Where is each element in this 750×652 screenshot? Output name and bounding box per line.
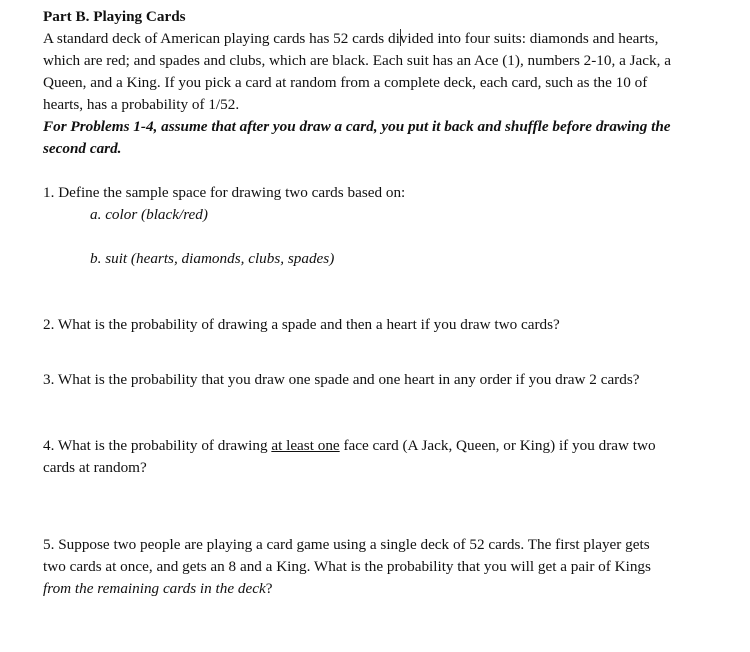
- intro-text-start: A standard deck of American playing cards has 52 cards di: [43, 30, 400, 47]
- question-1: 1. Define the sample space for drawing two cards based on:: [43, 184, 406, 201]
- question-5-italic: from the remaining cards in the deck: [43, 580, 266, 597]
- question-4-end: face card (A Jack, Queen, or King) if you draw two cards at random?: [43, 437, 656, 476]
- question-5-start: 5. Suppose two people are playing a card game using a single deck of 52 cards. The first player gets two cards at once, and gets an 8 and a King. What is the probability that you will get a pair of Kings: [43, 536, 651, 575]
- intro-text-end: vided into four suits: diamonds and hearts, which are red; and spades and clubs, which are black. Each suit has an Ace (1), numbers 2-10, a Jack, a Queen, and a King. If you pick a card at random from a complete deck, each card, such as the 10 of hearts, has a probability of 1/52.: [43, 30, 671, 113]
- question-4: [43, 435, 673, 479]
- instruction-note: For Problems 1-4, assume that after you draw a card, you put it back and shuffle before drawing the second card.: [43, 118, 671, 157]
- question-4-emphasis: at least one: [271, 437, 340, 454]
- question-1a: a. color (black/red): [90, 206, 208, 223]
- question-5-end: ?: [265, 580, 273, 597]
- question-3: 3. What is the probability that you draw one spade and one heart in any order if you draw 2 cards?: [43, 371, 640, 388]
- question-5: [43, 534, 673, 600]
- intro-paragraph: [43, 28, 673, 116]
- document-page: [43, 6, 673, 600]
- question-2: 2. What is the probability of drawing a spade and then a heart if you draw two cards?: [43, 316, 560, 333]
- question-1b: b. suit (hearts, diamonds, clubs, spades): [90, 250, 335, 267]
- part-title: Part B. Playing Cards: [43, 8, 186, 25]
- question-4-start: 4. What is the probability of drawing: [43, 437, 272, 454]
